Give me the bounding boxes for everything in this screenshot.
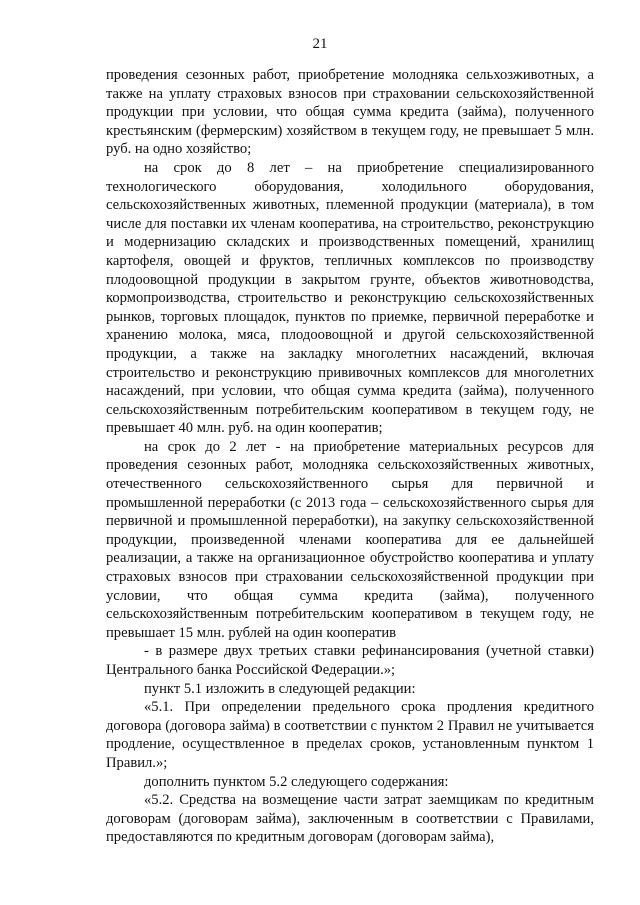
- paragraph-clause-5-1: «5.1. При определении предельного срока продления кредитного договора (договора займа) в соответствии с пунктом 2 Правил не учитывается продление, осуществленное в пределах сроков, установленным пунктом 1 Правил.»;: [106, 699, 594, 771]
- paragraph-term-2-years: на срок до 2 лет - на приобретение материальных ресурсов для проведения сезонных работ, молодняка сельскохозяйственных животных, отечественного сельскохозяйственного сырья для первичной и промышленной переработки (с 2013 года – сельскохозяйственного сырья для первичной и промышленной переработки), на закупку сельскохозяйственной продукции, произведенной членами кооператива для ее дальнейшей реализации, а также на организационное обустройство кооператива и уплату страховых взносов при страховании сельскохозяйственной продукции при условии, что общая сумма кредита (займа), полученного сельскохозяйственным потребительским кооперативом в текущем году, не превышает 15 млн. рублей на один кооператив: [106, 438, 594, 641]
- paragraph-clause-5-1-intro: пункт 5.1 изложить в следующей редакции:: [144, 680, 416, 697]
- paragraph-continuation: проведения сезонных работ, приобретение молодняка сельхозживотных, а также на уплату страховых взносов при страховании сельскохозяйственной продукции при условии, что общая сумма кредита (займа), полученного крестьянским (фермерским) хозяйством в текущем году, не превышает 5 млн. руб. на одно хозяйство;: [106, 67, 594, 158]
- document-body: [106, 66, 594, 847]
- paragraph-rate: - в размере двух третьих ставки рефинансирования (учетной ставки) Центрального банка Российской Федерации.»;: [106, 643, 594, 678]
- paragraph-clause-5-2: «5.2. Средства на возмещение части затрат заемщикам по кредитным договорам (договорам займа), заключенным в соответствии с Правилами, предоставляются по кредитным договорам (договорам займа),: [106, 792, 594, 846]
- paragraph-term-8-years: на срок до 8 лет – на приобретение специализированного технологического оборудования, холодильного оборудования, сельскохозяйственных животных, племенной продукции (материала), в том числе для поставки их членам кооператива, на строительство, реконструкцию и модернизацию складских и производственных помещений, хранилищ картофеля, овощей и фруктов, тепличных комплексов по производству плодоовощной продукции в закрытом грунте, объектов животноводства, кормопроизводства, строительство и реконструкцию сельскохозяйственных рынков, торговых площадок, пунктов по приемке, первичной переработке и хранению молока, мяса, плодоовощной и другой сельскохозяйственной продукции, а также на закладку многолетних насаждений, включая строительство и реконструкцию прививочных комплексов для многолетних насаждений, при условии, что общая сумма кредита (займа), полученного сельскохозяйственным потребительским кооперативом в текущем году, не превышает 40 млн. руб. на один кооператив;: [106, 159, 594, 437]
- page-number: 21: [312, 36, 328, 52]
- paragraph-clause-5-2-intro: дополнить пунктом 5.2 следующего содержания:: [144, 773, 449, 790]
